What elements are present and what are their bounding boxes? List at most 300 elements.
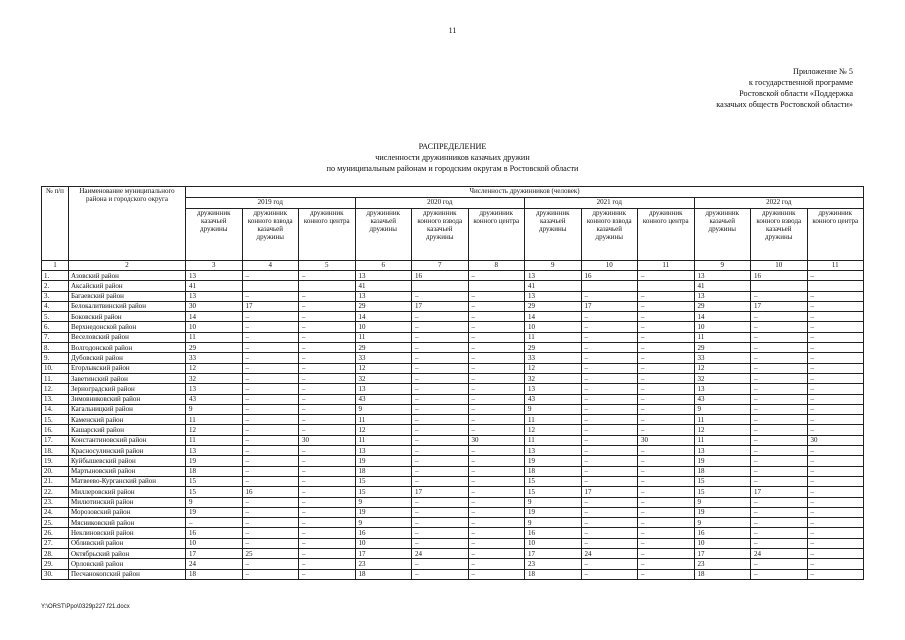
value-cell: 18 [186, 466, 243, 476]
value-cell: 18 [694, 569, 751, 579]
table-body [42, 271, 864, 580]
district-name: Зерноградский район [69, 384, 186, 394]
district-name: Каменский район [69, 415, 186, 425]
value-cell: 17 [355, 549, 412, 559]
value-cell: – [751, 353, 808, 363]
value-cell: – [242, 271, 299, 281]
value-cell: 19 [355, 507, 412, 517]
value-cell: – [638, 394, 695, 404]
table-row [42, 569, 864, 579]
footer-path: Y:\ORST\Ppo\0329p227.f21.docx [41, 604, 130, 610]
value-cell: 41 [694, 281, 751, 291]
value-cell: – [299, 353, 356, 363]
value-cell: 9 [355, 497, 412, 507]
value-cell: – [751, 497, 808, 507]
value-cell: 17 [751, 301, 808, 311]
value-cell: 16 [525, 528, 582, 538]
value-cell: – [751, 518, 808, 528]
value-cell: 18 [355, 466, 412, 476]
value-cell: – [638, 425, 695, 435]
row-number: 23. [42, 497, 69, 507]
value-cell: – [807, 538, 864, 548]
value-cell: 30 [186, 301, 243, 311]
row-number: 11. [42, 373, 69, 383]
value-cell: – [299, 363, 356, 373]
value-cell: 13 [694, 384, 751, 394]
value-cell: – [299, 518, 356, 528]
table-row [42, 312, 864, 322]
value-cell: – [751, 415, 808, 425]
value-cell: – [807, 373, 864, 383]
value-cell: 14 [525, 312, 582, 322]
value-cell: – [412, 332, 469, 342]
value-cell: – [412, 312, 469, 322]
value-cell: – [242, 559, 299, 569]
value-cell: – [468, 528, 525, 538]
value-cell: – [299, 271, 356, 281]
value-cell: 9 [525, 497, 582, 507]
value-cell: – [638, 271, 695, 281]
value-cell: 12 [186, 363, 243, 373]
index-cell: 3 [186, 261, 243, 271]
table-row [42, 415, 864, 425]
value-cell: – [468, 497, 525, 507]
table-row [42, 322, 864, 332]
value-cell: – [638, 301, 695, 311]
value-cell: – [638, 291, 695, 301]
value-cell: 33 [525, 353, 582, 363]
value-cell: 13 [186, 271, 243, 281]
table-row [42, 425, 864, 435]
sub-header: дружинник казачьей дружины [694, 209, 751, 261]
value-cell: 17 [751, 487, 808, 497]
district-name: Заветинский район [69, 373, 186, 383]
value-cell: 10 [355, 538, 412, 548]
value-cell: 11 [186, 415, 243, 425]
value-cell: 41 [355, 281, 412, 291]
value-cell: – [807, 476, 864, 486]
value-cell: – [751, 435, 808, 445]
value-cell: 24 [412, 549, 469, 559]
value-cell: 14 [355, 312, 412, 322]
value-cell: 32 [186, 373, 243, 383]
value-cell: – [299, 497, 356, 507]
value-cell: – [581, 363, 638, 373]
value-cell: – [242, 497, 299, 507]
value-cell: 19 [525, 507, 582, 517]
value-cell: – [468, 476, 525, 486]
value-cell: 11 [525, 415, 582, 425]
appendix-line: к государственной программе [748, 78, 853, 87]
value-cell: 15 [694, 476, 751, 486]
value-cell [638, 281, 695, 291]
value-cell: – [807, 394, 864, 404]
value-cell: – [581, 343, 638, 353]
table-row [42, 487, 864, 497]
table-row [42, 538, 864, 548]
value-cell: – [751, 466, 808, 476]
value-cell: 29 [355, 301, 412, 311]
value-cell: – [581, 394, 638, 404]
value-cell: 9 [694, 404, 751, 414]
value-cell: 9 [525, 404, 582, 414]
row-number: 17. [42, 435, 69, 445]
value-cell: – [242, 415, 299, 425]
value-cell: – [299, 404, 356, 414]
value-cell: – [242, 322, 299, 332]
value-cell: – [751, 476, 808, 486]
value-cell: – [299, 291, 356, 301]
value-cell: – [581, 559, 638, 569]
table-row [42, 446, 864, 456]
value-cell: – [412, 425, 469, 435]
value-cell: – [751, 363, 808, 373]
row-number: 4. [42, 301, 69, 311]
index-cell: 9 [525, 261, 582, 271]
value-cell: – [412, 373, 469, 383]
value-cell: – [299, 322, 356, 332]
value-cell: – [581, 518, 638, 528]
value-cell: – [412, 528, 469, 538]
value-cell: – [807, 466, 864, 476]
index-cell: 6 [355, 261, 412, 271]
row-number: 29. [42, 559, 69, 569]
value-cell: – [751, 322, 808, 332]
value-cell: 24 [186, 559, 243, 569]
value-cell: – [468, 425, 525, 435]
table-row [42, 301, 864, 311]
value-cell: – [807, 425, 864, 435]
value-cell: – [751, 456, 808, 466]
index-cell: 9 [694, 261, 751, 271]
value-cell: 11 [355, 332, 412, 342]
value-cell: 14 [186, 312, 243, 322]
value-cell: 19 [186, 507, 243, 517]
value-cell: – [468, 343, 525, 353]
table-row [42, 476, 864, 486]
value-cell: – [468, 487, 525, 497]
value-cell: – [412, 343, 469, 353]
value-cell: – [242, 538, 299, 548]
table-row [42, 291, 864, 301]
value-cell: – [581, 497, 638, 507]
appendix-line: Приложение № 5 [793, 67, 853, 76]
value-cell: – [807, 446, 864, 456]
value-cell: – [242, 394, 299, 404]
value-cell: – [412, 569, 469, 579]
row-number: 14. [42, 404, 69, 414]
row-number: 20. [42, 466, 69, 476]
value-cell: 10 [694, 538, 751, 548]
value-cell: – [807, 301, 864, 311]
value-cell: – [581, 456, 638, 466]
index-cell: 2 [69, 261, 186, 271]
value-cell: – [638, 456, 695, 466]
value-cell: – [299, 569, 356, 579]
value-cell: 15 [525, 487, 582, 497]
value-cell: 19 [525, 456, 582, 466]
value-cell: – [807, 353, 864, 363]
value-cell: 12 [694, 363, 751, 373]
value-cell: 12 [355, 425, 412, 435]
value-cell: – [299, 415, 356, 425]
value-cell: 17 [581, 487, 638, 497]
district-name: Милютинский район [69, 497, 186, 507]
value-cell: – [299, 312, 356, 322]
value-cell: – [299, 373, 356, 383]
value-cell: – [638, 569, 695, 579]
value-cell: 43 [694, 394, 751, 404]
value-cell: – [299, 559, 356, 569]
value-cell: – [807, 415, 864, 425]
district-name: Мартыновский район [69, 466, 186, 476]
value-cell: – [581, 291, 638, 301]
sub-header: дружинник конного центра [299, 209, 356, 261]
district-name: Неклиновский район [69, 528, 186, 538]
value-cell: – [468, 291, 525, 301]
value-cell: 29 [525, 343, 582, 353]
value-cell: 32 [525, 373, 582, 383]
sub-header: дружинник конного взвода казачьей дружины [751, 209, 808, 261]
value-cell: – [412, 384, 469, 394]
district-name: Аксайский район [69, 281, 186, 291]
distribution-table [41, 186, 864, 580]
row-number: 18. [42, 446, 69, 456]
value-cell: 11 [355, 435, 412, 445]
value-cell: – [242, 528, 299, 538]
value-cell: – [242, 363, 299, 373]
district-name: Орловский район [69, 559, 186, 569]
value-cell: – [638, 476, 695, 486]
value-cell: – [299, 384, 356, 394]
value-cell: – [468, 363, 525, 373]
table-row [42, 466, 864, 476]
value-cell: – [299, 332, 356, 342]
row-number: 24. [42, 507, 69, 517]
district-name: Морозовский район [69, 507, 186, 517]
table-row [42, 353, 864, 363]
table-row [42, 343, 864, 353]
value-cell: 13 [525, 291, 582, 301]
value-cell: 23 [525, 559, 582, 569]
value-cell: 30 [638, 435, 695, 445]
value-cell: – [751, 343, 808, 353]
value-cell: 29 [186, 343, 243, 353]
value-cell: – [638, 415, 695, 425]
value-cell: 33 [694, 353, 751, 363]
value-cell: – [581, 373, 638, 383]
value-cell: 19 [186, 456, 243, 466]
district-name: Волгодонской район [69, 343, 186, 353]
value-cell: 12 [186, 425, 243, 435]
district-name: Багаевский район [69, 291, 186, 301]
value-cell: 9 [355, 518, 412, 528]
district-name: Егорлыкский район [69, 363, 186, 373]
value-cell: 43 [186, 394, 243, 404]
value-cell: – [412, 466, 469, 476]
value-cell: – [807, 487, 864, 497]
value-cell: 11 [694, 435, 751, 445]
district-name: Боковский район [69, 312, 186, 322]
district-name: Миллеровский район [69, 487, 186, 497]
value-cell: – [581, 312, 638, 322]
value-cell: 19 [694, 456, 751, 466]
value-cell: 32 [694, 373, 751, 383]
value-cell: 15 [355, 476, 412, 486]
value-cell: 10 [186, 538, 243, 548]
value-cell: – [242, 425, 299, 435]
appendix-note [716, 66, 853, 110]
value-cell: 11 [525, 435, 582, 445]
value-cell: 23 [355, 559, 412, 569]
value-cell: – [468, 446, 525, 456]
value-cell: 11 [186, 435, 243, 445]
row-number: 22. [42, 487, 69, 497]
value-cell: – [581, 507, 638, 517]
sub-header: дружинник казачьей дружины [186, 209, 243, 261]
value-cell: 16 [242, 487, 299, 497]
table-row [42, 518, 864, 528]
table-row [42, 363, 864, 373]
appendix-line: Ростовской области «Поддержка [739, 89, 853, 98]
value-cell: 41 [186, 281, 243, 291]
value-cell: – [751, 446, 808, 456]
value-cell: – [581, 404, 638, 414]
index-cell: 5 [299, 261, 356, 271]
value-cell: – [751, 291, 808, 301]
value-cell: 24 [581, 549, 638, 559]
value-cell: 9 [694, 497, 751, 507]
district-name: Октябрьский район [69, 549, 186, 559]
value-cell: 13 [525, 446, 582, 456]
value-cell: 12 [355, 363, 412, 373]
value-cell: – [807, 456, 864, 466]
value-cell: 10 [525, 538, 582, 548]
value-cell: 16 [581, 271, 638, 281]
value-cell: – [412, 476, 469, 486]
row-number: 30. [42, 569, 69, 579]
value-cell: – [242, 373, 299, 383]
value-cell: 13 [186, 291, 243, 301]
value-cell: – [299, 425, 356, 435]
appendix-line: казачьих обществ Ростовской области» [716, 100, 853, 109]
value-cell: – [242, 404, 299, 414]
district-name: Константиновский район [69, 435, 186, 445]
row-number: 1. [42, 271, 69, 281]
value-cell: – [412, 363, 469, 373]
value-cell: – [242, 456, 299, 466]
value-cell: – [807, 549, 864, 559]
value-cell: – [581, 446, 638, 456]
value-cell: 33 [186, 353, 243, 363]
value-cell: – [638, 332, 695, 342]
value-cell: – [581, 332, 638, 342]
value-cell: – [638, 312, 695, 322]
value-cell: – [468, 312, 525, 322]
value-cell: 16 [355, 528, 412, 538]
sub-header: дружинник конного центра [638, 209, 695, 261]
value-cell: – [638, 559, 695, 569]
value-cell: 17 [412, 301, 469, 311]
value-cell: 18 [186, 569, 243, 579]
value-cell: 13 [355, 271, 412, 281]
value-cell: – [242, 384, 299, 394]
value-cell [468, 281, 525, 291]
district-name: Обливский район [69, 538, 186, 548]
sub-header: дружинник казачьей дружины [525, 209, 582, 261]
value-cell: 10 [355, 322, 412, 332]
value-cell: – [807, 507, 864, 517]
value-cell: – [242, 466, 299, 476]
value-cell: – [242, 291, 299, 301]
value-cell: – [638, 466, 695, 476]
value-cell: – [468, 271, 525, 281]
table-row [42, 373, 864, 383]
sub-header: дружинник конного центра [807, 209, 864, 261]
value-cell: 13 [355, 446, 412, 456]
index-cell: 4 [242, 261, 299, 271]
value-cell: – [468, 559, 525, 569]
value-cell: – [638, 373, 695, 383]
value-cell: – [299, 528, 356, 538]
value-cell: – [468, 394, 525, 404]
value-cell: – [807, 271, 864, 281]
value-cell: – [299, 466, 356, 476]
value-cell: – [468, 404, 525, 414]
value-cell: – [468, 507, 525, 517]
value-cell: 32 [355, 373, 412, 383]
value-cell: 19 [694, 507, 751, 517]
sub-header: дружинник конного центра [468, 209, 525, 261]
value-cell: – [751, 507, 808, 517]
value-cell: – [468, 466, 525, 476]
value-cell: 30 [468, 435, 525, 445]
row-number: 21. [42, 476, 69, 486]
value-cell: 15 [186, 476, 243, 486]
value-cell: – [468, 549, 525, 559]
row-number: 15. [42, 415, 69, 425]
value-cell [242, 281, 299, 291]
value-cell: – [299, 487, 356, 497]
value-cell: 9 [186, 497, 243, 507]
value-cell: – [751, 332, 808, 342]
value-cell: – [242, 435, 299, 445]
value-cell: – [412, 507, 469, 517]
value-cell: 16 [412, 271, 469, 281]
sub-header: дружинник конного взвода казачьей дружины [581, 209, 638, 261]
value-cell: – [638, 507, 695, 517]
value-cell: – [412, 291, 469, 301]
value-cell: – [638, 343, 695, 353]
value-cell: 17 [694, 549, 751, 559]
value-cell: – [638, 384, 695, 394]
table-row [42, 497, 864, 507]
value-cell: 17 [186, 549, 243, 559]
value-cell: – [638, 363, 695, 373]
value-cell: 13 [186, 446, 243, 456]
value-cell: – [468, 301, 525, 311]
column-header-number: № п/п [42, 187, 69, 261]
value-cell: 29 [355, 343, 412, 353]
value-cell: 10 [694, 322, 751, 332]
value-cell: – [581, 569, 638, 579]
column-header-name: Наименование муниципального района и городского округа [69, 187, 186, 261]
value-cell: 13 [525, 384, 582, 394]
table-row [42, 507, 864, 517]
title-line: численности дружинников казачьих дружин [375, 153, 530, 162]
value-cell: 15 [694, 487, 751, 497]
value-cell [412, 281, 469, 291]
